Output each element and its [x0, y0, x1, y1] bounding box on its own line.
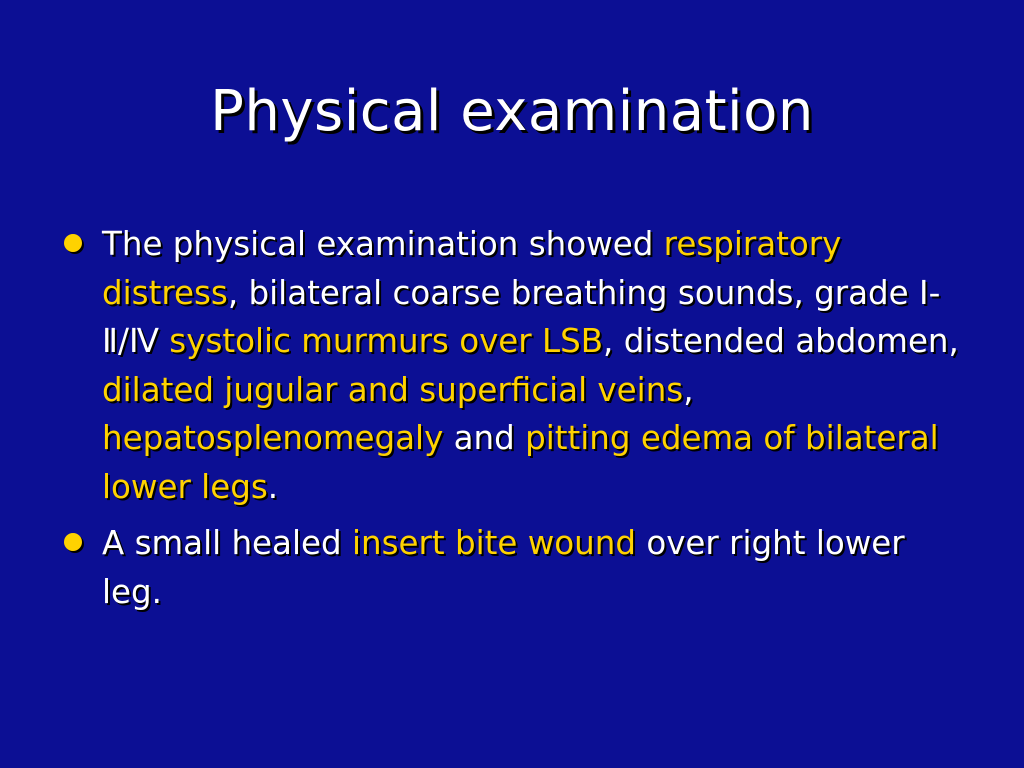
plain-text: , distended abdomen, — [603, 322, 959, 360]
bullet-dot-icon — [64, 234, 82, 252]
plain-text: and — [443, 419, 526, 457]
highlighted-text: hepatosplenomegaly — [102, 419, 444, 457]
highlighted-text: insert bite wound — [351, 524, 636, 562]
plain-text: . — [267, 467, 279, 506]
highlighted-text: systolic murmurs over LSB — [169, 322, 604, 360]
bullet-item-bite-wound — [60, 519, 965, 616]
slide-title: Physical examination — [210, 79, 814, 144]
bullet-text — [102, 524, 905, 611]
highlighted-text: respiratory distress — [102, 225, 842, 312]
plain-text: over right lower leg. — [102, 524, 905, 611]
bullet-item-examination-findings — [60, 220, 965, 511]
highlighted-text: dilated jugular and superficial veins — [102, 370, 684, 409]
highlighted-text: pitting edema of bilateral lower legs — [102, 419, 939, 506]
plain-text: A small healed — [102, 524, 352, 562]
plain-text: , — [683, 370, 694, 409]
bullet-list — [60, 220, 965, 624]
bullet-dot-icon — [64, 533, 82, 551]
bullet-text — [102, 225, 959, 506]
plain-text: The physical examination showed — [102, 225, 664, 263]
plain-text: , bilateral coarse breathing sounds, grade Ⅰ-Ⅱ/Ⅳ — [102, 273, 941, 360]
